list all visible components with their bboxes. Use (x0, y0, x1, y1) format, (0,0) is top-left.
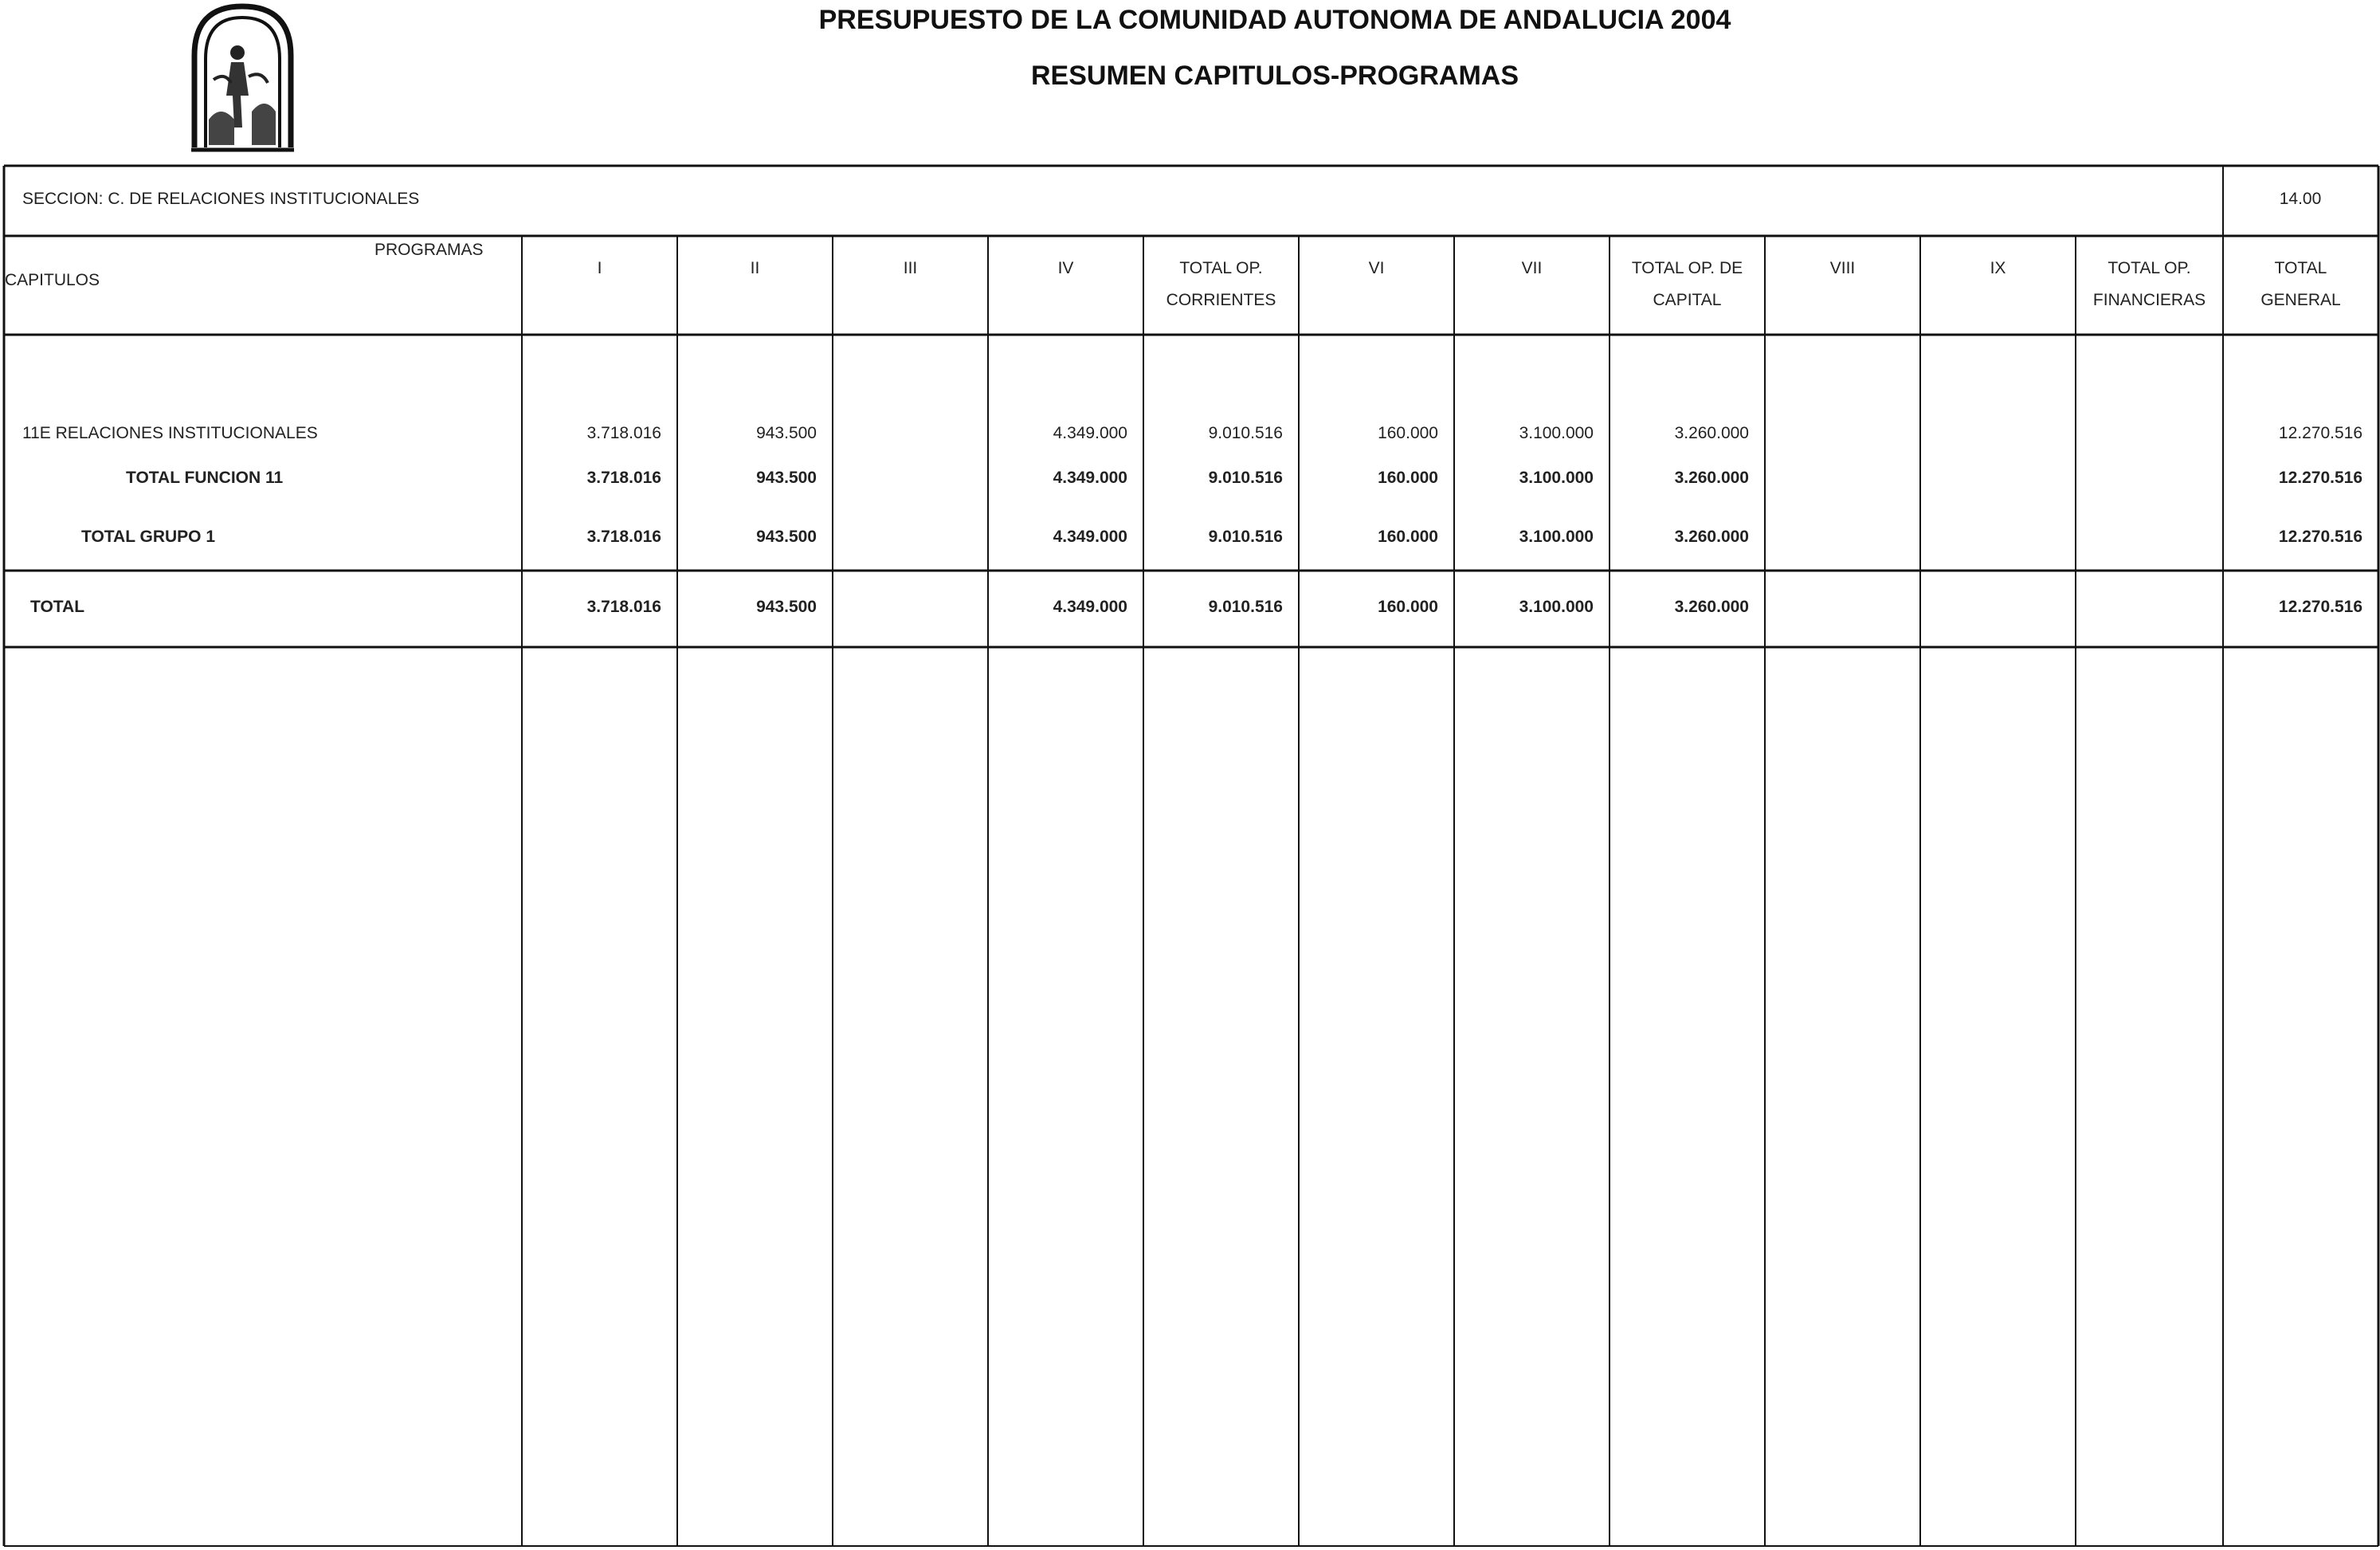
column-header: III (903, 259, 918, 277)
column-header: IX (1990, 259, 2006, 277)
table-cell: 160.000 (1378, 528, 1438, 546)
column-header: VI (1368, 259, 1385, 277)
table-cell: 9.010.516 (1208, 424, 1283, 442)
row-label: TOTAL GRUPO 1 (81, 528, 216, 546)
table-cell: 943.500 (756, 528, 817, 546)
total-cell: 4.349.000 (1053, 598, 1127, 616)
header-programas-label: PROGRAMAS (374, 241, 484, 259)
total-cell: 943.500 (756, 598, 817, 616)
column-header: II (750, 259, 760, 277)
row-label: TOTAL FUNCION 11 (126, 469, 284, 487)
column-header: VII (1521, 259, 1543, 277)
total-row-label: TOTAL (30, 598, 85, 616)
table-cell: 4.349.000 (1053, 469, 1127, 487)
table-cell: 3.718.016 (586, 424, 661, 442)
column-header: TOTAL OP. DE (1631, 259, 1743, 277)
table-cell: 3.260.000 (1674, 424, 1749, 442)
total-cell: 12.270.516 (2278, 598, 2362, 616)
table-cell: 3.718.016 (586, 528, 661, 546)
column-header: TOTAL OP. (1179, 259, 1263, 277)
table-cell: 3.260.000 (1674, 528, 1749, 546)
column-header: I (597, 259, 602, 277)
table-cell: 3.718.016 (586, 469, 661, 487)
column-header: VIII (1829, 259, 1856, 277)
column-header: GENERAL (2260, 291, 2341, 309)
header-capitulos-label: CAPITULOS (5, 271, 100, 289)
table-cell: 12.270.516 (2278, 469, 2362, 487)
section-label: SECCION: C. DE RELACIONES INSTITUCIONALES (22, 190, 420, 208)
total-cell: 3.260.000 (1674, 598, 1749, 616)
column-header: TOTAL OP. (2107, 259, 2191, 277)
table-cell: 3.260.000 (1674, 469, 1749, 487)
table-cell: 3.100.000 (1519, 528, 1594, 546)
page-subtitle: RESUMEN CAPITULOS-PROGRAMAS (1030, 61, 1519, 91)
table-cell: 4.349.000 (1053, 528, 1127, 546)
page-title: PRESUPUESTO DE LA COMUNIDAD AUTONOMA DE ANDALUCIA 2004 (818, 5, 1731, 35)
table-cell: 4.349.000 (1053, 424, 1127, 442)
table-cell: 9.010.516 (1208, 528, 1283, 546)
table-cell: 943.500 (756, 469, 817, 487)
table-cell: 160.000 (1378, 469, 1438, 487)
table-cell: 943.500 (756, 424, 817, 442)
column-header: IV (1057, 259, 1074, 277)
total-cell: 9.010.516 (1208, 598, 1283, 616)
row-label: 11E RELACIONES INSTITUCIONALES (22, 424, 318, 442)
column-header: TOTAL (2274, 259, 2327, 277)
table-cell: 3.100.000 (1519, 469, 1594, 487)
column-header: FINANCIERAS (2092, 291, 2206, 309)
table-cell: 3.100.000 (1519, 424, 1594, 442)
table-cell: 9.010.516 (1208, 469, 1283, 487)
total-cell: 3.100.000 (1519, 598, 1594, 616)
column-header: CAPITAL (1653, 291, 1722, 309)
table-cell: 12.270.516 (2278, 424, 2362, 442)
column-header: CORRIENTES (1166, 291, 1276, 309)
table-cell: 160.000 (1378, 424, 1438, 442)
total-cell: 160.000 (1378, 598, 1438, 616)
total-cell: 3.718.016 (586, 598, 661, 616)
section-code: 14.00 (2279, 190, 2322, 208)
table-cell: 12.270.516 (2278, 528, 2362, 546)
